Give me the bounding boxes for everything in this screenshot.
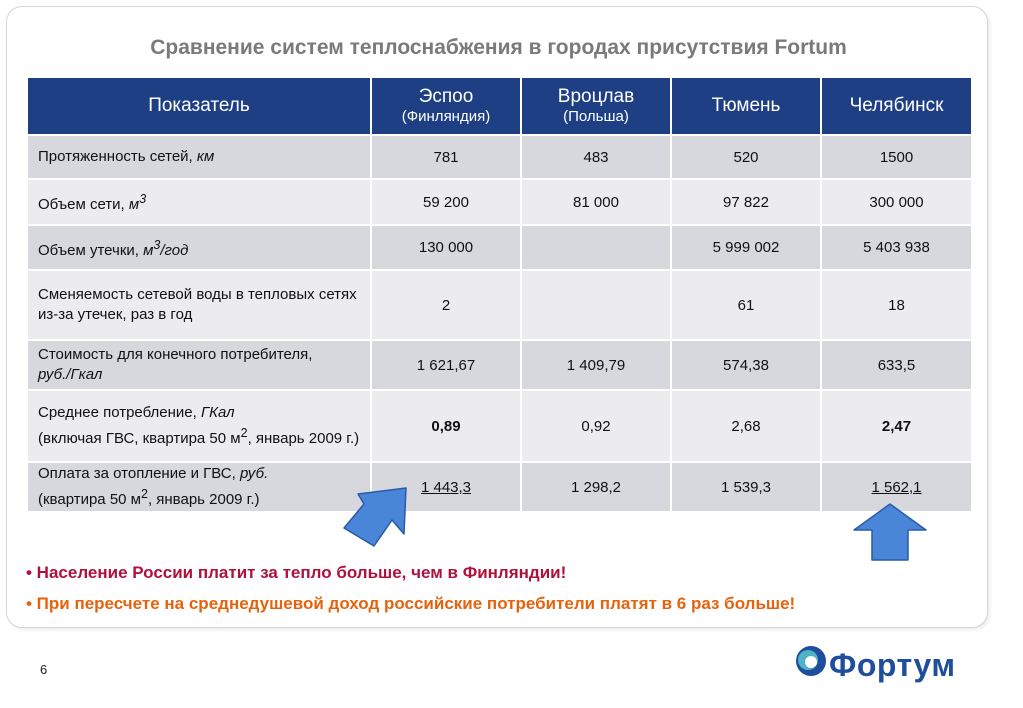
fortum-logo-icon: [795, 645, 827, 677]
cell-chelyabinsk: 5 403 938: [821, 225, 972, 270]
bullet-income-adjusted: • При пересчете на среднедушевой доход российские потребители платят в 6 раз больше!: [26, 594, 796, 613]
table-row-water-turnover: [27, 270, 972, 340]
row-label: Протяженность сетей, км: [27, 135, 371, 179]
table-row-heating-payment: [27, 462, 972, 512]
header-indicator: Показатель: [27, 77, 371, 135]
cell-espoo: 1 621,67: [371, 340, 521, 390]
cell-tyumen: 1 539,3: [671, 462, 821, 512]
row-label: Объем утечки, $м^3$/год: [27, 225, 371, 270]
cell-tyumen: 97 822: [671, 179, 821, 225]
cell-wroclaw: [521, 270, 671, 340]
cell-tyumen: 5 999 002: [671, 225, 821, 270]
arrow-up-icon: [852, 500, 932, 564]
cell-espoo: 59 200: [371, 179, 521, 225]
table-header-row: [27, 77, 972, 135]
comparison-table: [26, 76, 973, 513]
cell-espoo-highlight: 0,89: [371, 390, 521, 462]
table-row-consumer-cost: [27, 340, 972, 390]
bullet-russia-pays-more: • Население России платит за тепло больше, чем в Финляндии!: [26, 563, 567, 582]
cell-wroclaw: 81 000: [521, 179, 671, 225]
cell-tyumen: 2,68: [671, 390, 821, 462]
row-label: Среднее потребление, ГКал (включая ГВС, квартира 50 $м^2$, январь 2009 г.): [27, 390, 371, 462]
conclusions: [26, 563, 986, 614]
cell-wroclaw: 483: [521, 135, 671, 179]
cell-chelyabinsk: 18: [821, 270, 972, 340]
table-row-leak-volume: [27, 225, 972, 270]
cell-tyumen: 61: [671, 270, 821, 340]
header-tyumen: Тюмень: [671, 77, 821, 135]
row-label: Объем сети, $м^3$: [27, 179, 371, 225]
header-chelyabinsk: Челябинск: [821, 77, 972, 135]
cell-espoo-underlined: 1 443,3: [371, 462, 521, 512]
cell-espoo: 2: [371, 270, 521, 340]
header-espoo: Эспоо (Финляндия): [371, 77, 521, 135]
row-label: Оплата за отопление и ГВС, руб. (квартира 50 $м^2$, январь 2009 г.): [27, 462, 371, 512]
cell-wroclaw: 1 409,79: [521, 340, 671, 390]
cell-tyumen: 520: [671, 135, 821, 179]
cell-wroclaw: [521, 225, 671, 270]
table-row-avg-consumption: [27, 390, 972, 462]
cell-chelyabinsk-highlight: 2,47: [821, 390, 972, 462]
arrow-up-right-icon: [334, 476, 420, 556]
cell-chelyabinsk: 300 000: [821, 179, 972, 225]
row-label: Стоимость для конечного потребителя, руб./Гкал: [27, 340, 371, 390]
row-label: Сменяемость сетевой воды в тепловых сетях из-за утечек, раз в год: [27, 270, 371, 340]
cell-wroclaw: 0,92: [521, 390, 671, 462]
table-row-network-volume: [27, 179, 972, 225]
cell-chelyabinsk: 633,5: [821, 340, 972, 390]
cell-espoo: 781: [371, 135, 521, 179]
cell-chelyabinsk: 1500: [821, 135, 972, 179]
cell-tyumen: 574,38: [671, 340, 821, 390]
header-wroclaw: Вроцлав (Польша): [521, 77, 671, 135]
logo-text: Фортум: [829, 647, 956, 683]
cell-espoo: 130 000: [371, 225, 521, 270]
table-row-network-length: [27, 135, 972, 179]
cell-chelyabinsk-underlined: 1 562,1: [821, 462, 972, 512]
page-number: 6: [40, 662, 48, 677]
cell-wroclaw: 1 298,2: [521, 462, 671, 512]
slide-title: Сравнение систем теплоснабжения в городах присутствия Fortum: [150, 36, 847, 59]
